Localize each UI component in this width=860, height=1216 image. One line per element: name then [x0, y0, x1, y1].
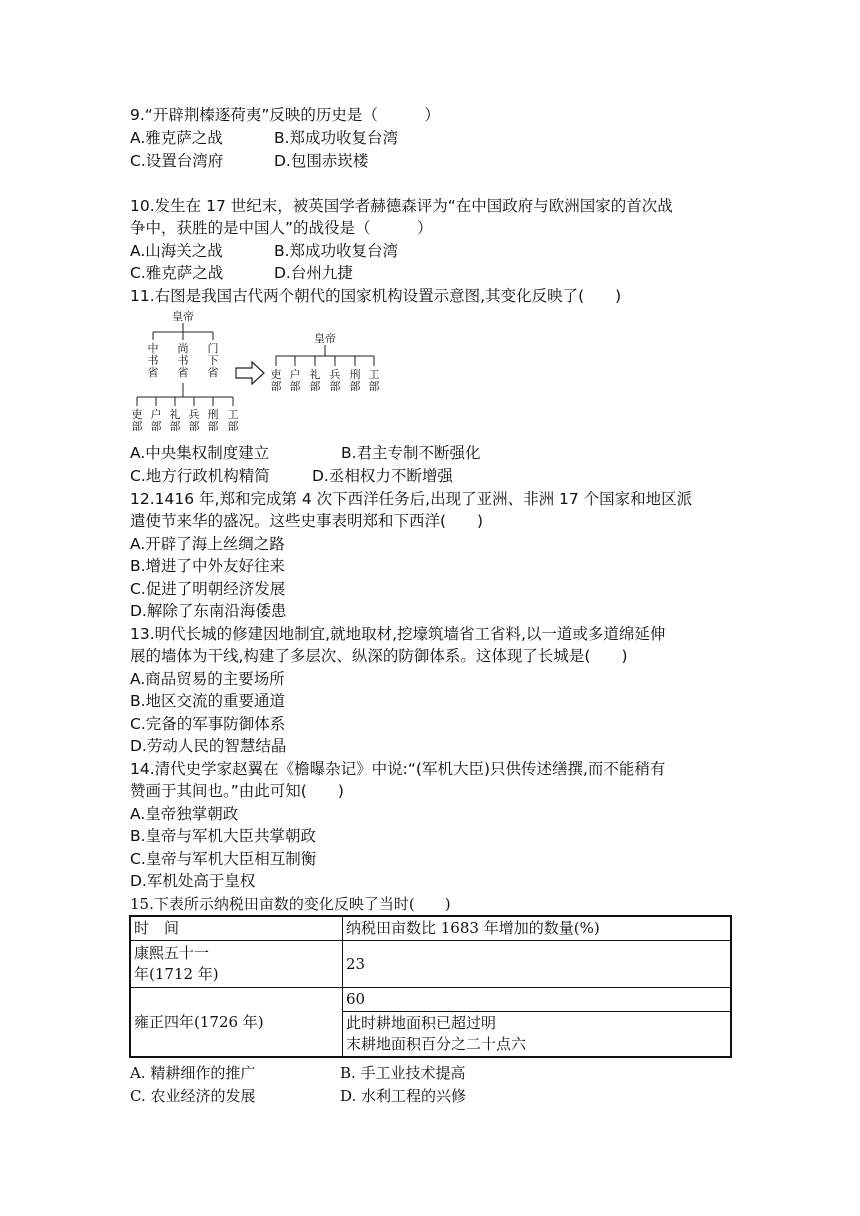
q12-stem-line1: 12.1416 年,郑和完成第 4 次下西洋任务后,出现了亚洲、非洲 17 个国家和地区派 [130, 490, 693, 508]
header-increase: 纳税田亩数比 1683 年增加的数量(%) [343, 916, 732, 941]
table-header-row [130, 916, 731, 941]
table-row [130, 941, 731, 988]
left-ministry-justice: 刑部 [207, 408, 219, 433]
q11-option-d: D.丞相权力不断增强 [312, 467, 453, 485]
row2-value: 60 [343, 988, 732, 1012]
right-ministry-hu: 户部 [289, 368, 301, 393]
q13-option-b: B.地区交流的重要通道 [130, 692, 286, 710]
right-ministry-li: 吏部 [270, 368, 282, 393]
q10-option-c: C.雅克萨之战 [130, 264, 224, 282]
q14-option-c: C.皇帝与军机大臣相互制衡 [130, 850, 317, 868]
header-time: 时 间 [130, 916, 343, 941]
q11-option-c: C.地方行政机构精简 [130, 467, 270, 485]
row2-note [343, 1012, 732, 1058]
left-shangshu-label: 尚书省 [177, 342, 189, 379]
q10-stem-line1: 10.发生在 17 世纪末，被英国学者赫德森评为“在中国政府与欧洲国家的首次战 [130, 197, 673, 215]
q9-option-b: B.郑成功收复台湾 [274, 129, 399, 147]
row1-time [130, 941, 343, 988]
q14-option-b: B.皇帝与军机大臣共掌朝政 [130, 827, 317, 845]
row1-time-line1: 康熙五十一 [134, 944, 210, 962]
row1-time-line2: 年(1712 年) [134, 965, 219, 983]
q14-stem-line1: 14.清代史学家赵翼在《檐曝杂记》中说:“(军机大臣)只供传述缮撰,而不能稍有 [130, 760, 666, 778]
q9-option-d: D.包围赤崁楼 [274, 152, 369, 170]
row1-value: 23 [343, 941, 732, 988]
q15-option-a: A. 精耕细作的推广 [130, 1064, 256, 1082]
q15-option-d: D. 水利工程的兴修 [340, 1087, 467, 1105]
table-row [130, 988, 731, 1012]
right-ministry-works: 工部 [368, 368, 380, 393]
right-ministry-rites: 礼部 [309, 368, 321, 393]
left-zhongshu-label: 中书省 [147, 342, 159, 379]
q14-option-d: D.军机处高于皇权 [130, 872, 256, 890]
row2-time: 雍正四年(1726 年) [130, 988, 343, 1058]
q10-option-a: A.山海关之战 [130, 242, 223, 260]
q12-option-a: A.开辟了海上丝绸之路 [130, 535, 285, 553]
left-ministry-li: 吏部 [131, 408, 143, 433]
right-emperor-label: 皇帝 [314, 332, 336, 345]
q10-stem-line2: 争中，获胜的是中国人”的战役是（ ） [130, 219, 433, 237]
q10-option-b: B.郑成功收复台湾 [274, 242, 399, 260]
left-ministry-hu: 户部 [150, 408, 162, 433]
q13-option-d: D.劳动人民的智慧结晶 [130, 737, 287, 755]
left-ministry-works: 工部 [227, 408, 239, 433]
left-menxia-label: 门下省 [207, 342, 219, 379]
q13-stem-line1: 13.明代长城的修建因地制宜,就地取材,挖壕筑墙省工省料,以一道或多道绵延伸 [130, 625, 666, 643]
q13-stem-line2: 展的墙体为干线,构建了多层次、纵深的防御体系。这体现了长城是( ) [130, 647, 628, 665]
q12-option-d: D.解除了东南沿海倭患 [130, 602, 287, 620]
right-ministry-war: 兵部 [329, 368, 341, 393]
q9-stem: 9.“开辟荆榛逐荷夷”反映的历史是（ ） [130, 106, 440, 124]
right-ministry-justice: 刑部 [349, 368, 361, 393]
left-ministry-rites: 礼部 [169, 408, 181, 433]
q9-option-c: C.设置台湾府 [130, 152, 224, 170]
q14-option-a: A.皇帝独掌朝政 [130, 805, 239, 823]
left-emperor-label: 皇帝 [172, 310, 194, 323]
q11-option-a: A.中央集权制度建立 [130, 444, 270, 462]
q14-stem-line2: 赞画于其间也。”由此可知( ) [130, 782, 344, 800]
q9-option-a: A.雅克萨之战 [130, 129, 223, 147]
q11-stem: 11.右图是我国古代两个朝代的国家机构设置示意图,其变化反映了( ) [130, 287, 622, 305]
q13-option-a: A.商品贸易的主要场所 [130, 670, 285, 688]
q15-option-c: C. 农业经济的发展 [130, 1087, 256, 1105]
change-arrow-icon [236, 362, 264, 384]
q13-option-c: C.完备的军事防御体系 [130, 715, 286, 733]
q12-option-b: B.增进了中外友好往来 [130, 557, 286, 575]
org-diagram-lines [0, 0, 860, 450]
q11-option-b: B.君主专制不断强化 [341, 444, 481, 462]
q10-option-d: D.台州九捷 [274, 264, 353, 282]
q12-option-c: C.促进了明朝经济发展 [130, 580, 286, 598]
row2-note-line2: 末耕地面积百分之二十点六 [346, 1035, 527, 1053]
q15-option-b: B. 手工业技术提高 [340, 1064, 466, 1082]
q12-stem-line2: 遣使节来华的盛况。这些史事表明郑和下西洋( ) [130, 512, 484, 530]
row2-note-line1: 此时耕地面积已超过明 [346, 1014, 497, 1032]
q15-stem: 15.下表所示纳税田亩数的变化反映了当时( ) [130, 895, 451, 913]
left-ministry-war: 兵部 [188, 408, 200, 433]
tax-land-table [129, 915, 732, 1058]
